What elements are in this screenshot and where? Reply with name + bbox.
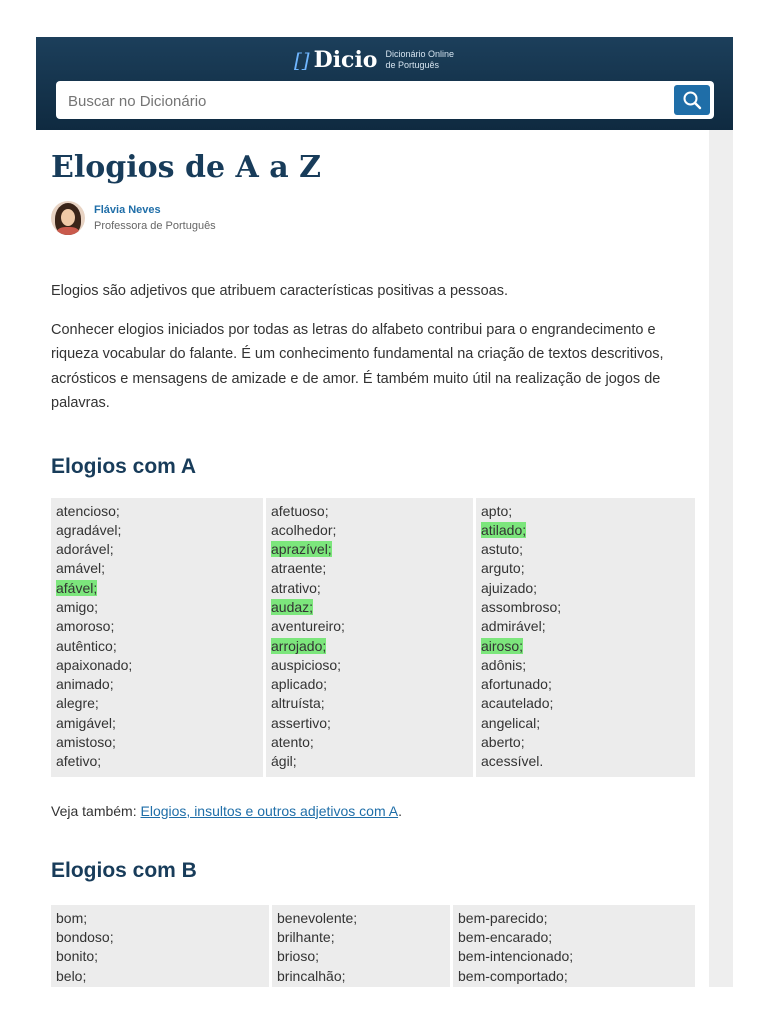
logo-subtitle	[385, 49, 454, 71]
word-item: amoroso;	[56, 618, 115, 635]
word-item: brilhante;	[277, 928, 335, 945]
word-item: aventureiro;	[271, 618, 345, 635]
word-item: apaixonado;	[56, 656, 133, 673]
word-item: aplicado;	[271, 676, 328, 693]
word-item: bem-intencionado;	[458, 948, 574, 965]
author-name[interactable]: Flávia Neves	[94, 204, 161, 216]
intro-paragraph-2: Conhecer elogios iniciados por todas as letras do alfabeto contribui para o engrandecimento e riqueza vocabular do falante. É um conhecimento fundamental na criação de textos descritivos, acrósticos e mensagens de amizade e de amor. É também muito útil na realização de jogos de palavras.	[51, 321, 664, 411]
logo-name: Dicio	[313, 47, 378, 73]
word-item: afetuoso;	[271, 502, 329, 519]
word-grid-b	[51, 905, 695, 987]
author-role: Professora de Português	[94, 220, 216, 232]
word-item: agradável;	[56, 521, 122, 538]
word-item: bem-comportado;	[458, 967, 568, 984]
word-item: apto;	[481, 502, 513, 519]
word-item: assombroso;	[481, 598, 562, 615]
page-title: Elogios de A a Z	[51, 150, 321, 185]
word-item: amigo;	[56, 598, 99, 615]
article-content	[51, 130, 696, 987]
word-item: aberto;	[481, 734, 525, 751]
word-item: brincalhão;	[277, 967, 346, 984]
word-column	[269, 905, 450, 987]
word-column	[51, 905, 269, 987]
word-item: afortunado;	[481, 676, 552, 693]
word-item: angelical;	[481, 714, 541, 731]
see-also-link[interactable]: Elogios, insultos e outros adjetivos com A	[140, 802, 399, 819]
section-heading-b: Elogios com B	[51, 858, 197, 882]
page-frame	[36, 37, 733, 987]
word-item: bom;	[56, 909, 88, 926]
word-item: aprazível;	[271, 541, 332, 558]
word-item: ágil;	[271, 753, 297, 770]
word-item: adorável;	[56, 541, 114, 558]
word-item: afável;	[56, 579, 98, 596]
word-item: adônis;	[481, 656, 527, 673]
author-avatar	[51, 201, 85, 235]
word-item: brioso;	[277, 948, 320, 965]
word-item: assertivo;	[271, 714, 331, 731]
search-bar	[56, 81, 714, 119]
word-item: bondoso;	[56, 928, 114, 945]
word-item: audaz;	[271, 598, 314, 615]
word-item: bem-encarado;	[458, 928, 553, 945]
word-item: amistoso;	[56, 734, 116, 751]
word-item: bem-parecido;	[458, 909, 548, 926]
section-heading-a: Elogios com A	[51, 454, 197, 478]
word-item: belo;	[56, 967, 87, 984]
word-column	[450, 905, 695, 987]
word-item: animado;	[56, 676, 114, 693]
scrollbar[interactable]	[709, 130, 733, 987]
logo-subtitle-line-2: de Português	[385, 60, 440, 70]
see-also-suffix: .	[398, 802, 402, 819]
word-item: airoso;	[481, 637, 524, 654]
word-item: autêntico;	[56, 637, 117, 654]
word-item: arguto;	[481, 560, 525, 577]
word-item: acolhedor;	[271, 521, 337, 538]
word-item: ajuizado;	[481, 579, 538, 596]
search-button[interactable]	[674, 85, 710, 115]
word-item: admirável;	[481, 618, 546, 635]
see-also-prefix: Veja também:	[51, 802, 141, 819]
word-column	[51, 498, 263, 777]
word-item: amigável;	[56, 714, 116, 731]
word-item: astuto;	[481, 541, 524, 558]
word-item: alegre;	[56, 695, 99, 712]
search-icon	[682, 90, 702, 110]
word-item: amável;	[56, 560, 106, 577]
see-also	[51, 801, 696, 821]
word-grid-a	[51, 498, 695, 777]
word-item: atilado;	[481, 521, 527, 538]
logo-mark-icon: []	[294, 48, 310, 72]
word-item: atento;	[271, 734, 314, 751]
site-header	[36, 37, 733, 130]
word-item: altruísta;	[271, 695, 325, 712]
word-column	[473, 498, 695, 777]
intro-paragraph-1: Elogios são adjetivos que atribuem características positivas a pessoas.	[51, 283, 508, 299]
word-column	[263, 498, 473, 777]
word-item: afetivo;	[56, 753, 102, 770]
word-item: bonito;	[56, 948, 99, 965]
author-block	[51, 201, 696, 235]
word-item: atraente;	[271, 560, 327, 577]
search-input[interactable]	[66, 89, 660, 113]
word-item: acessível.	[481, 753, 544, 770]
word-item: auspicioso;	[271, 656, 342, 673]
dicio-logo[interactable]	[294, 47, 454, 73]
word-item: atencioso;	[56, 502, 120, 519]
logo-subtitle-line-1: Dicionário Online	[385, 49, 455, 59]
word-item: arrojado;	[271, 637, 327, 654]
word-item: benevolente;	[277, 909, 358, 926]
word-item: acautelado;	[481, 695, 554, 712]
word-item: atrativo;	[271, 579, 321, 596]
